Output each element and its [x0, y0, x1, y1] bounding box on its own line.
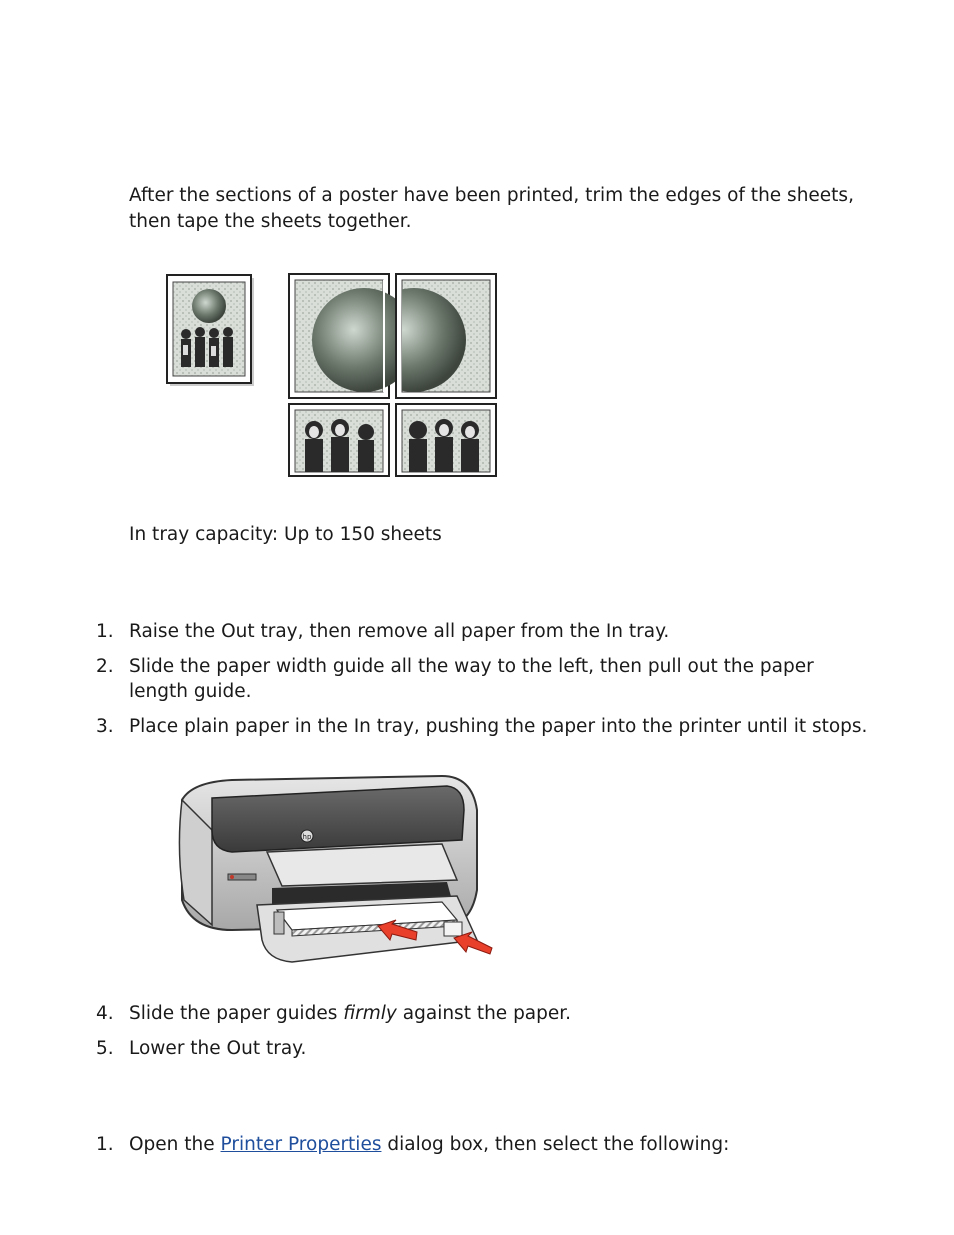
step-text: Slide the paper width guide all the way to the left, then pull out the paper length guide. [129, 656, 814, 702]
printer-properties-link[interactable]: Printer Properties [220, 1134, 382, 1155]
original-poster [167, 275, 254, 386]
step-number: 4. [96, 1003, 114, 1024]
poster-assembly-illustration [164, 270, 504, 482]
poster-tile-bottom-left [289, 404, 389, 476]
step-number: 3. [96, 716, 114, 737]
out-tray [267, 844, 457, 886]
paper-width-guide [274, 912, 284, 934]
paper-length-guide [444, 922, 462, 936]
list-item [96, 1036, 896, 1061]
step-text: Place plain paper in the In tray, pushing the paper into the printer until it stops. [129, 716, 868, 737]
list-item [96, 654, 896, 704]
emphasis-text: firmly [343, 1003, 397, 1024]
step-text: Raise the Out tray, then remove all paper from the In tray. [129, 621, 670, 642]
tray-capacity-note: In tray capacity: Up to 150 sheets [129, 524, 442, 545]
step-text [129, 1001, 896, 1026]
step-number: 1. [96, 1134, 114, 1155]
step-text [129, 1132, 896, 1157]
list-item [96, 1001, 896, 1026]
printer-lid [212, 786, 464, 852]
step-number: 2. [96, 656, 114, 677]
step-number: 5. [96, 1038, 114, 1059]
list-item [96, 619, 896, 644]
step-number: 1. [96, 621, 114, 642]
intro-paragraph: After the sections of a poster have been printed, trim the edges of the sheets, then tape the sheets together. [129, 185, 854, 232]
step-text-part: Open the [129, 1134, 221, 1155]
poster-tile-bottom-right [396, 404, 496, 476]
list-item [96, 1132, 896, 1157]
step-text-part: dialog box, then select the following: [381, 1134, 730, 1155]
printer-loading-illustration [172, 770, 502, 970]
hp-logo-text: hp [302, 833, 312, 841]
step-text: Lower the Out tray. [129, 1038, 307, 1059]
step-text-part: against the paper. [396, 1003, 572, 1024]
step-text-part: Slide the paper guides [129, 1003, 344, 1024]
list-item [96, 714, 896, 739]
